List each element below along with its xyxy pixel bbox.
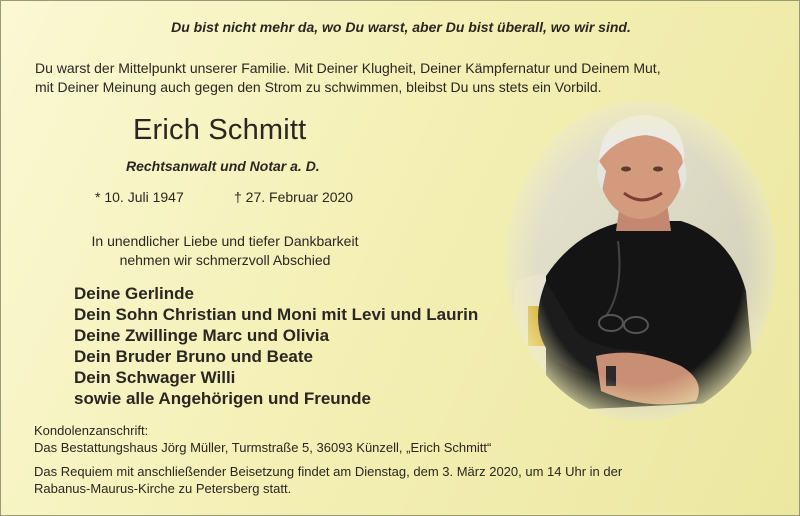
farewell-line-1: In unendlicher Liebe und tiefer Dankbarkeit [91, 233, 359, 249]
requiem-line-2: Rabanus-Maurus-Kirche zu Petersberg statt. [34, 481, 292, 496]
condolence-address: Das Bestattungshaus Jörg Müller, Turmstraße 5, 36093 Künzell, „Erich Schmitt“ [34, 440, 492, 455]
deceased-profession: Rechtsanwalt und Notar a. D. [126, 158, 320, 174]
death-date: † 27. Februar 2020 [234, 189, 354, 205]
deceased-name: Erich Schmitt [133, 114, 307, 146]
requiem-line-1: Das Requiem mit anschließender Beisetzung findet am Dienstag, dem 3. März 2020, um 14 Uhr in der [34, 464, 623, 479]
mourner-item: sowie alle Angehörigen und Freunde [74, 389, 371, 408]
portrait-illustration [506, 101, 776, 421]
mourner-item: Dein Bruder Bruno und Beate [74, 347, 313, 366]
footer-info [34, 422, 774, 497]
mourner-item: Deine Zwillinge Marc und Olivia [74, 326, 330, 345]
portrait-photo [506, 101, 776, 421]
mourner-item: Deine Gerlinde [74, 284, 194, 303]
mourner-item: Dein Sohn Christian und Moni mit Levi und Laurin [74, 305, 479, 324]
mourner-item: Dein Schwager Willi [74, 368, 236, 387]
birth-date: * 10. Juli 1947 [95, 189, 184, 205]
motto-quote: Du bist nicht mehr da, wo Du warst, aber Du bist überall, wo wir sind. [171, 19, 631, 35]
farewell-text [55, 232, 395, 270]
farewell-line-2: nehmen wir schmerzvoll Abschied [119, 252, 331, 268]
condolence-label: Kondolenzanschrift: [34, 423, 149, 438]
intro-line-1: Du warst der Mittelpunkt unserer Familie. Mit Deiner Klugheit, Deiner Kämpfernatur und Deinem Mut, [35, 60, 661, 76]
mourners-list [74, 283, 478, 409]
intro-text [35, 59, 775, 97]
intro-line-2: mit Deiner Meinung auch gegen den Strom zu schwimmen, bleibst Du uns stets ein Vorbild. [35, 79, 602, 95]
